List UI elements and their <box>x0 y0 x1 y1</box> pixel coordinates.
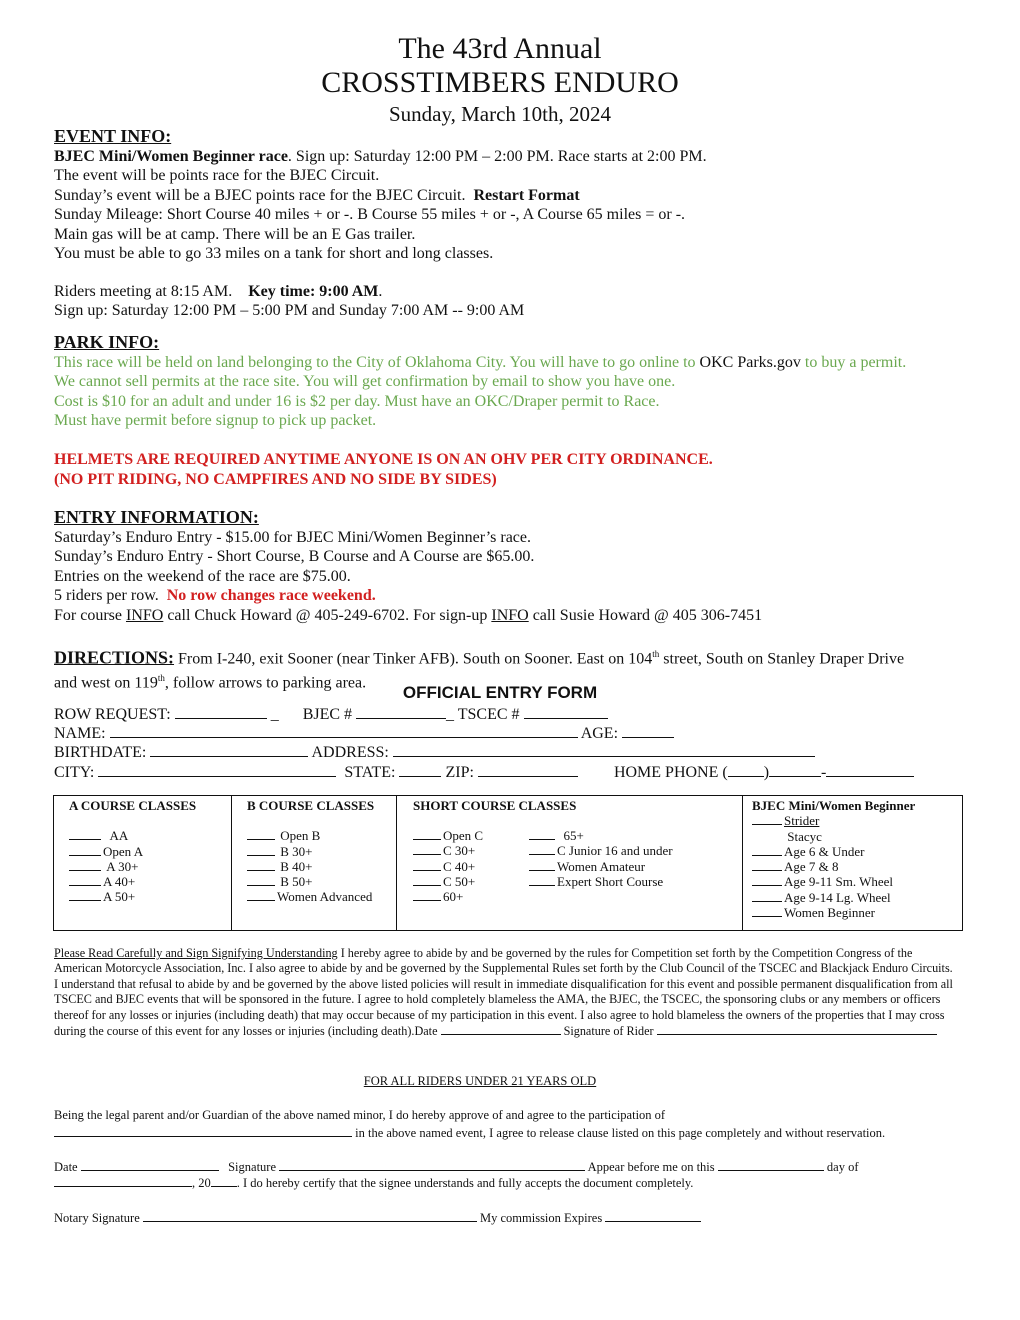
short-course-heading: SHORT COURSE CLASSES <box>413 798 577 813</box>
class-option[interactable]: B 50+ <box>247 874 395 889</box>
certify-row: , 20 . I do hereby certify that the signee understands and fully accepts the document completely. <box>54 1174 693 1191</box>
event-info-line: Riders meeting at 8:15 AM. Key time: 9:00 AM. <box>54 282 383 300</box>
entry-info-heading: ENTRY INFORMATION: <box>54 507 259 527</box>
bjec-mini-heading: BJEC Mini/Women Beginner <box>752 798 916 813</box>
b-course-heading: B COURSE CLASSES <box>247 798 375 813</box>
form-row-name: NAME: AGE: <box>54 723 674 743</box>
form-row-city: CITY: STATE: ZIP: HOME PHONE ( ) - <box>54 762 914 782</box>
park-info-line: We cannot sell permits at the race site. You will get confirmation by email to show you have one. <box>54 373 676 390</box>
phone-area-code-field[interactable] <box>728 762 764 777</box>
minors-heading: FOR ALL RIDERS UNDER 21 YEARS OLD <box>363 1074 597 1088</box>
entry-info-line: Saturday’s Enduro Entry - $15.00 for BJEC Mini/Women Beginner’s race. <box>54 528 531 546</box>
directions-section: DIRECTIONS: From I-240, exit Sooner (near Tinker AFB). South on Sooner. East on 104th street, South on Stanley Draper Drive and west on 119th, follow arrows to parking area. <box>54 647 905 692</box>
entry-info-line: For course INFO call Chuck Howard @ 405-249-6702. For sign-up INFO call Susie Howard @ 405 306-7451 <box>54 606 763 624</box>
zip-field[interactable] <box>478 762 578 777</box>
column-divider <box>742 796 743 930</box>
event-info-line: The event will be points race for the BJEC Circuit. <box>54 167 380 184</box>
minor-name-field[interactable] <box>54 1124 352 1137</box>
entry-info-line: Entries on the weekend of the race are $75.00. <box>54 567 351 585</box>
event-edition: The 43rd Annual <box>398 32 602 65</box>
a-course-heading: A COURSE CLASSES <box>69 798 197 813</box>
column-divider <box>231 796 232 930</box>
phone-prefix-field[interactable] <box>769 762 821 777</box>
event-date: Sunday, March 10th, 2024 <box>388 102 612 126</box>
tscec-number-field[interactable] <box>524 704 608 719</box>
class-option[interactable]: Open A <box>69 844 229 859</box>
release-lead: Please Read Carefully and Sign Signifying Understanding <box>54 946 338 960</box>
row-request-field[interactable] <box>175 704 267 719</box>
no-pit-warning: (NO PIT RIDING, NO CAMPFIRES AND NO SIDE BY SIDES) <box>54 470 497 488</box>
class-option[interactable]: C 30+ <box>413 843 483 858</box>
a-course-column <box>69 796 229 930</box>
warning-section <box>54 450 713 489</box>
event-info-line: You must be able to go 33 miles on a tank for short and long classes. <box>54 245 494 262</box>
entry-info-section <box>54 508 762 625</box>
class-option[interactable]: B 40+ <box>247 859 395 874</box>
entry-info-line: Sunday’s Enduro Entry - Short Course, B Course and A Course are $65.00. <box>54 548 535 565</box>
bjec-mini-column <box>752 796 957 930</box>
class-option[interactable]: Women Amateur <box>529 859 673 874</box>
commission-expires-field[interactable] <box>605 1209 701 1222</box>
park-info-line: Cost is $10 for an adult and under 16 is $2 per day. Must have an OKC/Draper permit to Race. <box>54 392 660 410</box>
guardian-signature-field[interactable] <box>279 1158 585 1171</box>
park-info-section <box>54 333 906 431</box>
class-option[interactable]: AA <box>69 828 229 843</box>
short-course-column <box>413 796 733 930</box>
column-divider <box>396 796 397 930</box>
class-option[interactable]: C 50+ <box>413 874 483 889</box>
park-info-heading: PARK INFO: <box>54 332 160 352</box>
class-selection-table <box>53 795 963 931</box>
state-field[interactable] <box>399 762 441 777</box>
form-row-birthdate: BIRTHDATE: ADDRESS: <box>54 742 815 762</box>
class-option[interactable]: Stacyc <box>787 828 822 844</box>
event-info-line: Sunday Mileage: Short Course 40 miles + or -. B Course 55 miles + or -, A Course 65 miles = or -. <box>54 206 686 223</box>
class-option[interactable]: Expert Short Course <box>529 874 673 889</box>
class-option[interactable]: C 40+ <box>413 859 483 874</box>
class-option[interactable]: A 50+ <box>69 889 229 904</box>
class-option[interactable]: 65+ <box>529 828 673 843</box>
class-option[interactable]: Strider <box>752 813 957 828</box>
city-field[interactable] <box>98 762 336 777</box>
year-field[interactable] <box>211 1174 237 1187</box>
helmet-warning: HELMETS ARE REQUIRED ANYTIME ANYONE IS ON AN OHV PER CITY ORDINANCE. <box>54 451 713 468</box>
release-agreement: Please Read Carefully and Sign Signifying Understanding I hereby agree to abide by and be governed by the rules for Competition set forth by the Competition Congress of the American Motorcycle Association, Inc. I also agree to abide by and be governed by the Supplemental Rules set forth by the Club Council of the TSCEC and Blackjack Enduro Circuits. I understand that refusal to abide by and be governed by the above listed policies will result in immediate disqualification for this event and possible permanent disqualification from all TSCEC and BJEC events that will be sponsored in the future. I agree to hold completely blameless the AMA, the BJEC, the TSCEC, the sponsoring clubs or any members or officers thereof for any losses or injuries (including death) that may occur because of my participation in this event. I also agree to hold blameless the owners of the properties that I may cross during the course of this event for any losses or injuries (including death).Date Signature of Rider <box>54 946 953 1039</box>
event-title: CROSSTIMBERS ENDURO <box>321 66 679 99</box>
guardian-consent-line2: in the above named event, I agree to release clause listed on this page completely and without reservation. <box>54 1124 885 1141</box>
appear-day-field[interactable] <box>718 1158 824 1171</box>
class-option[interactable]: Open B <box>247 828 395 843</box>
entry-form-title: OFFICIAL ENTRY FORM <box>402 683 598 702</box>
guardian-signature-row: Date Signature Appear before me on this day of <box>54 1160 859 1174</box>
event-info-line: BJEC Mini/Women Beginner race. Sign up: Saturday 12:00 PM – 2:00 PM. Race starts at 2:00 PM. <box>54 147 707 165</box>
notary-signature-field[interactable] <box>143 1209 477 1222</box>
address-field[interactable] <box>393 742 815 757</box>
release-body: I hereby agree to abide by and be governed by the rules for Competition set forth by the Competition Congress of the American Motorcycle Association, Inc. I also agree to abide by and be governed by the Supplemental Rules set forth by the Club Council of the TSCEC and Blackjack Enduro Circuits. I understand that refusal to abide by and be governed by the above listed policies will result in immediate disqualification for this event and possible permanent disqualification from all TSCEC and BJEC events that will be sponsored in the future. I agree to hold completely blameless the AMA, the BJEC, the TSCEC, the sponsoring clubs or any members or officers thereof for any losses or injuries (including death) that may occur because of my participation in this event. I also agree to hold blameless the owners of the properties that I may cross during the course of this event for any losses or injuries (including death). <box>54 946 953 1039</box>
class-option[interactable]: A 40+ <box>69 874 229 889</box>
phone-line-field[interactable] <box>826 762 914 777</box>
event-info-line: Main gas will be at camp. There will be an E Gas trailer. <box>54 225 416 243</box>
rider-signature-field[interactable] <box>657 1023 937 1035</box>
age-field[interactable] <box>622 723 674 738</box>
park-info-line: Must have permit before signup to pick up packet. <box>54 412 377 429</box>
class-option[interactable]: C Junior 16 and under <box>529 843 673 858</box>
class-option[interactable]: Open C <box>413 828 483 843</box>
guardian-consent-line: Being the legal parent and/or Guardian of the above named minor, I do hereby approve of and agree to the participation of <box>54 1108 666 1122</box>
event-info-section <box>54 127 707 321</box>
class-option[interactable]: Age 7 & 8 <box>752 859 957 874</box>
notary-row: Notary Signature My commission Expires <box>54 1209 701 1226</box>
class-option[interactable]: Age 9-14 Lg. Wheel <box>752 890 957 905</box>
class-option[interactable]: 60+ <box>413 889 483 904</box>
form-row-ids: ROW REQUEST: _ BJEC # _ TSCEC # <box>54 704 608 724</box>
month-field[interactable] <box>54 1174 192 1187</box>
class-option[interactable]: A 30+ <box>69 859 229 874</box>
class-option[interactable]: Women Beginner <box>752 905 957 920</box>
park-info-line: This race will be held on land belonging to the City of Oklahoma City. You will have to go online to OKC Parks.gov to buy a permit. <box>54 353 907 371</box>
guardian-date-field[interactable] <box>81 1158 219 1171</box>
event-info-line: Sunday’s event will be a BJEC points race for the BJEC Circuit. Restart Format <box>54 186 580 204</box>
birthdate-field[interactable] <box>150 742 308 757</box>
event-info-line: Sign up: Saturday 12:00 PM – 5:00 PM and Sunday 7:00 AM -- 9:00 AM <box>54 302 525 319</box>
rider-date-field[interactable] <box>441 1023 561 1035</box>
class-option[interactable]: Women Advanced <box>247 889 395 904</box>
directions-heading: DIRECTIONS: <box>54 647 175 668</box>
class-option[interactable]: Age 6 & Under <box>752 844 957 859</box>
class-option[interactable]: B 30+ <box>247 844 395 859</box>
name-field[interactable] <box>110 723 578 738</box>
class-option[interactable]: Age 9-11 Sm. Wheel <box>752 874 957 889</box>
event-info-heading: EVENT INFO: <box>54 126 172 146</box>
entry-info-line: 5 riders per row. No row changes race weekend. <box>54 587 376 604</box>
b-course-column <box>247 796 395 930</box>
bjec-number-field[interactable] <box>356 704 446 719</box>
